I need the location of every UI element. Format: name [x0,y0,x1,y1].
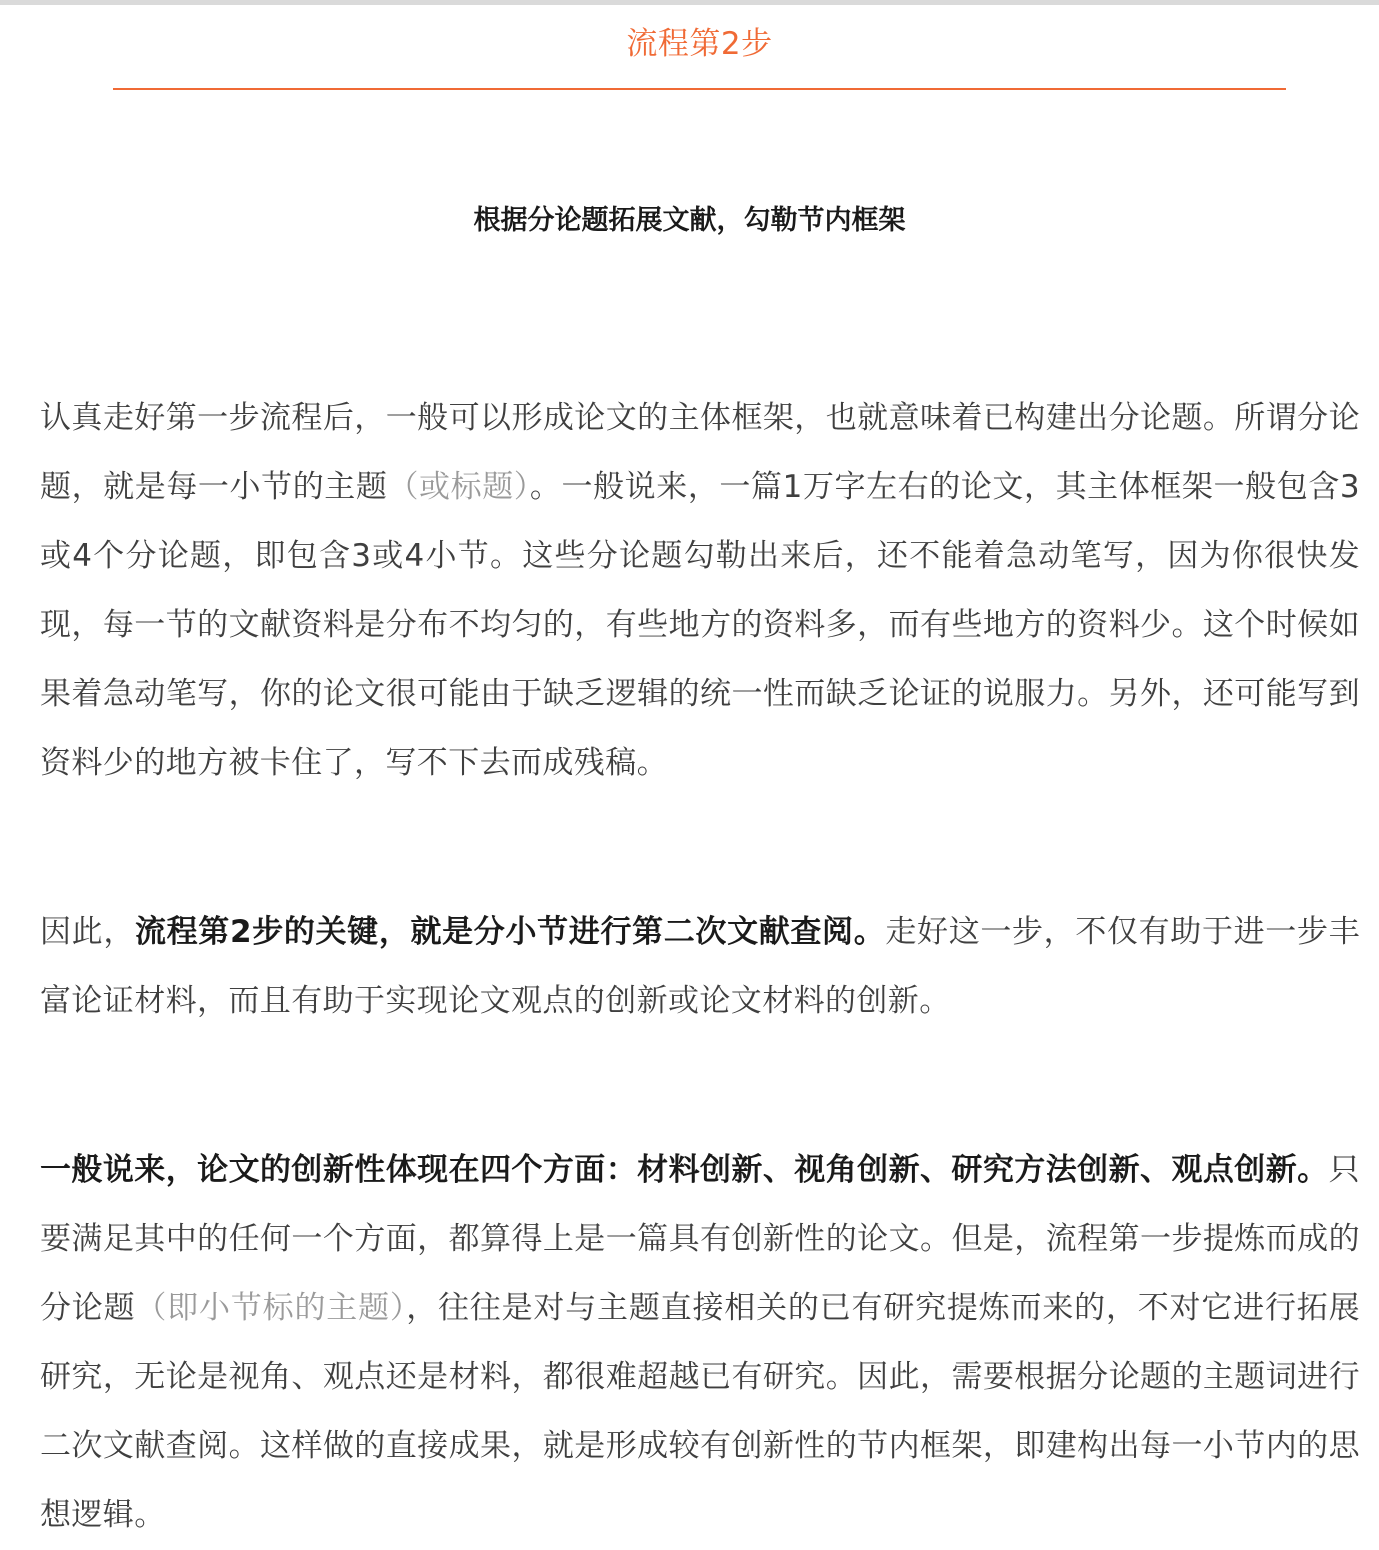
section-title: 流程第2步 [626,26,773,62]
paragraph-3-emphasis: 一般说来，论文的创新性体现在四个方面：材料创新、视角创新、研究方法创新、观点创新。 [40,1152,1329,1188]
paragraph-1-text-a: 认真走好第一步流程后，一般可以形成论文的主体框架，也就意味着已构建出分论题。所谓分论题，就是每一小节的主题 [40,400,1360,505]
paragraph-2-text-b: 走好这一步，不仅有助于进一步丰富论证材料，而且有助于实现论文观点的创新或论文材料的创新。 [40,914,1361,1019]
top-border [0,0,1379,5]
article-subtitle: 根据分论题拓展文献，勾勒节内框架 [473,205,906,236]
section-header [113,16,1286,90]
paragraph-2 [40,898,1360,1036]
paragraph-1-text-b: 。一般说来，一篇1万字左右的论文，其主体框架一般包含3或4个分论题，即包含3或4小节。这些分论题勾勒出来后，还不能着急动笔写，因为你很快发现，每一节的文献资料是分布不均匀的，有些地方的资料多，而有些地方的资料少。这个时候如果着急动笔写，你的论文很可能由于缺乏逻辑的统一性而缺乏论证的说服力。另外，还可能写到资料少的地方被卡住了，写不下去而成残稿。 [40,469,1360,781]
paragraph-3-text-b: ，往往是对与主题直接相关的已有研究提炼而来的，不对它进行拓展研究，无论是视角、观点还是材料，都很难超越已有研究。因此，需要根据分论题的主题词进行二次文献查阅。这样做的直接成果，就是形成较有创新性的节内框架，即建构出每一小节内的思想逻辑。 [40,1290,1360,1533]
paragraph-1-aside: （或标题） [387,469,530,505]
paragraph-3-aside: （即小节标的主题） [135,1290,407,1326]
paragraph-2-text-a: 因此， [40,914,135,950]
paragraph-3 [40,1136,1360,1550]
paragraph-2-emphasis: 流程第2步的关键，就是分小节进行第二次文献查阅。 [134,914,886,950]
paragraph-3-text-a: 只要满足其中的任何一个方面，都算得上是一篇具有创新性的论文。但是，流程第一步提炼而成的分论题 [40,1152,1360,1326]
paragraph-1 [40,384,1360,798]
